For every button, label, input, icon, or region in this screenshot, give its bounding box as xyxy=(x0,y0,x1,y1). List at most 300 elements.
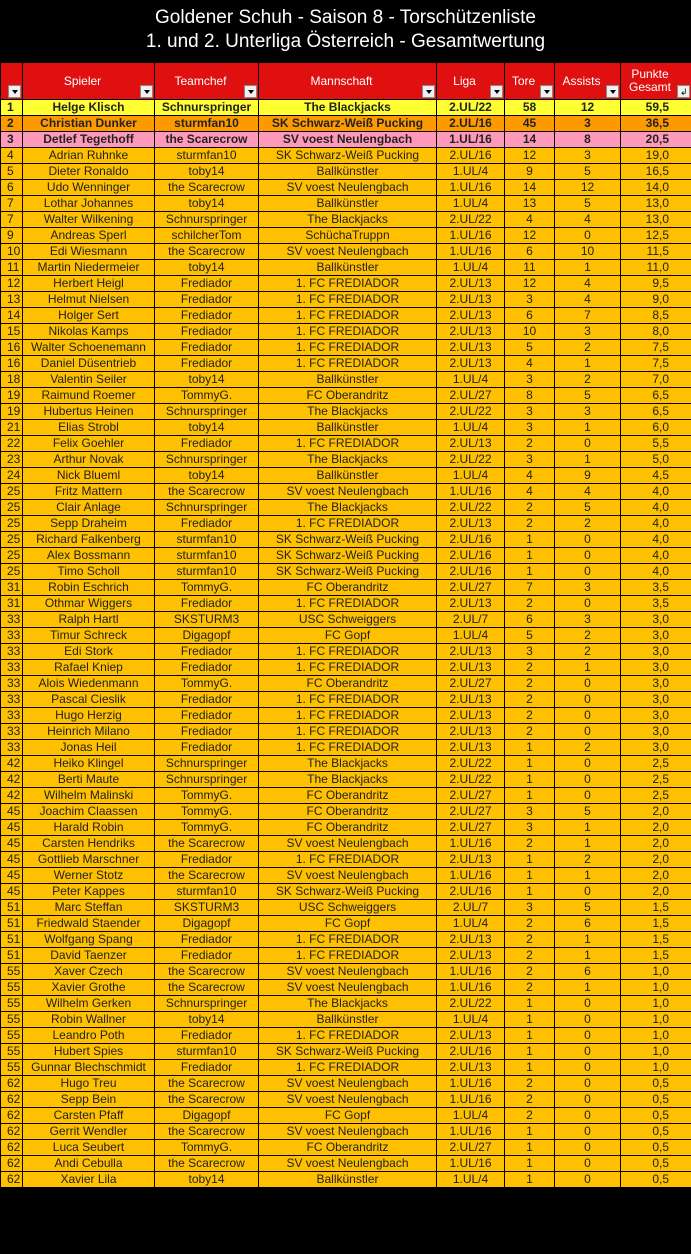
assists-cell: 5 xyxy=(555,196,621,212)
tore-cell: 2 xyxy=(505,964,555,980)
team-cell: FC Gopf xyxy=(259,628,437,644)
rank-cell: 14 xyxy=(1,308,23,324)
team-cell: SK Schwarz-Weiß Pucking xyxy=(259,116,437,132)
punkte-cell: 7,5 xyxy=(621,356,691,372)
punkte-cell: 59,5 xyxy=(621,100,691,116)
rank-cell: 25 xyxy=(1,548,23,564)
table-row xyxy=(1,324,691,340)
table-row xyxy=(1,884,691,900)
team-cell: SK Schwarz-Weiß Pucking xyxy=(259,148,437,164)
liga-cell: 2.UL/22 xyxy=(437,212,505,228)
rank-cell: 4 xyxy=(1,148,23,164)
table-row xyxy=(1,788,691,804)
team-cell: Ballkünstler xyxy=(259,1172,437,1188)
team-cell: 1. FC FREDIADOR xyxy=(259,852,437,868)
liga-cell: 1.UL/16 xyxy=(437,244,505,260)
header-spieler[interactable]: Spieler xyxy=(23,63,155,100)
title-line-1: Goldener Schuh - Saison 8 - Torschützenliste xyxy=(155,7,536,28)
assists-cell: 1 xyxy=(555,980,621,996)
rank-cell: 62 xyxy=(1,1140,23,1156)
team-cell: Ballkünstler xyxy=(259,468,437,484)
table-row xyxy=(1,276,691,292)
table-row xyxy=(1,596,691,612)
title-line-2: 1. und 2. Unterliga Österreich - Gesamtwertung xyxy=(145,31,546,52)
assists-cell: 0 xyxy=(555,1044,621,1060)
tore-cell: 6 xyxy=(505,612,555,628)
liga-cell: 2.UL/13 xyxy=(437,324,505,340)
liga-cell: 1.UL/16 xyxy=(437,868,505,884)
punkte-cell: 0,5 xyxy=(621,1124,691,1140)
assists-cell: 0 xyxy=(555,724,621,740)
teamchef-cell: Schnurspringer xyxy=(155,996,259,1012)
liga-cell: 2.UL/22 xyxy=(437,996,505,1012)
player-cell: Hugo Treu xyxy=(23,1076,155,1092)
liga-cell: 1.UL/4 xyxy=(437,1172,505,1188)
player-cell: Gerrit Wendler xyxy=(23,1124,155,1140)
punkte-cell: 6,5 xyxy=(621,404,691,420)
tore-cell: 2 xyxy=(505,708,555,724)
liga-cell: 2.UL/13 xyxy=(437,644,505,660)
assists-cell: 0 xyxy=(555,1060,621,1076)
assists-cell: 0 xyxy=(555,1140,621,1156)
assists-cell: 1 xyxy=(555,452,621,468)
punkte-cell: 1,5 xyxy=(621,916,691,932)
punkte-cell: 2,0 xyxy=(621,852,691,868)
teamchef-cell: Digagopf xyxy=(155,916,259,932)
rank-cell: 7 xyxy=(1,196,23,212)
rank-cell: 62 xyxy=(1,1156,23,1172)
player-cell: Carsten Pfaff xyxy=(23,1108,155,1124)
player-cell: Jonas Heil xyxy=(23,740,155,756)
player-cell: Sepp Bein xyxy=(23,1092,155,1108)
teamchef-cell: Frediador xyxy=(155,708,259,724)
liga-cell: 2.UL/13 xyxy=(437,356,505,372)
teamchef-cell: sturmfan10 xyxy=(155,564,259,580)
teamchef-cell: the Scarecrow xyxy=(155,1124,259,1140)
table-row xyxy=(1,292,691,308)
assists-cell: 0 xyxy=(555,996,621,1012)
player-cell: Xavier Grothe xyxy=(23,980,155,996)
team-cell: USC Schweiggers xyxy=(259,900,437,916)
table-row xyxy=(1,1092,691,1108)
team-cell: 1. FC FREDIADOR xyxy=(259,308,437,324)
teamchef-cell: Frediador xyxy=(155,1028,259,1044)
rank-cell: 62 xyxy=(1,1108,23,1124)
assists-cell: 1 xyxy=(555,660,621,676)
teamchef-cell: the Scarecrow xyxy=(155,132,259,148)
teamchef-cell: Frediador xyxy=(155,740,259,756)
player-cell: Helge Klisch xyxy=(23,100,155,116)
teamchef-cell: Frediador xyxy=(155,852,259,868)
player-cell: Othmar Wiggers xyxy=(23,596,155,612)
table-row xyxy=(1,484,691,500)
rank-cell: 62 xyxy=(1,1076,23,1092)
teamchef-cell: Frediador xyxy=(155,724,259,740)
punkte-cell: 2,0 xyxy=(621,884,691,900)
rank-cell: 62 xyxy=(1,1092,23,1108)
liga-cell: 1.UL/4 xyxy=(437,1012,505,1028)
table-row xyxy=(1,756,691,772)
liga-cell: 1.UL/4 xyxy=(437,196,505,212)
punkte-cell: 2,0 xyxy=(621,868,691,884)
assists-cell: 4 xyxy=(555,484,621,500)
tore-cell: 3 xyxy=(505,820,555,836)
rank-cell: 51 xyxy=(1,900,23,916)
teamchef-cell: Frediador xyxy=(155,308,259,324)
teamchef-cell: toby14 xyxy=(155,196,259,212)
teamchef-cell: Frediador xyxy=(155,356,259,372)
punkte-cell: 6,5 xyxy=(621,388,691,404)
table-row xyxy=(1,372,691,388)
punkte-cell: 2,5 xyxy=(621,772,691,788)
assists-cell: 0 xyxy=(555,788,621,804)
player-cell: Edi Wiesmann xyxy=(23,244,155,260)
rank-cell: 45 xyxy=(1,820,23,836)
table-row xyxy=(1,836,691,852)
punkte-cell: 13,0 xyxy=(621,196,691,212)
punkte-cell: 3,0 xyxy=(621,724,691,740)
table-row xyxy=(1,196,691,212)
team-cell: 1. FC FREDIADOR xyxy=(259,596,437,612)
tore-cell: 12 xyxy=(505,148,555,164)
tore-cell: 1 xyxy=(505,852,555,868)
punkte-cell: 2,5 xyxy=(621,756,691,772)
assists-cell: 0 xyxy=(555,532,621,548)
table-row xyxy=(1,820,691,836)
table-body xyxy=(1,100,691,1188)
rank-cell: 42 xyxy=(1,772,23,788)
liga-cell: 2.UL/13 xyxy=(437,660,505,676)
liga-cell: 2.UL/13 xyxy=(437,596,505,612)
tore-cell: 2 xyxy=(505,500,555,516)
punkte-cell: 4,0 xyxy=(621,564,691,580)
tore-cell: 5 xyxy=(505,628,555,644)
assists-cell: 5 xyxy=(555,804,621,820)
rank-cell: 22 xyxy=(1,436,23,452)
assists-cell: 2 xyxy=(555,852,621,868)
player-cell: Daniel Düsentrieb xyxy=(23,356,155,372)
assists-cell: 2 xyxy=(555,516,621,532)
table-row xyxy=(1,1060,691,1076)
rank-cell: 23 xyxy=(1,452,23,468)
player-cell: Joachim Claassen xyxy=(23,804,155,820)
tore-cell: 14 xyxy=(505,180,555,196)
punkte-cell: 9,5 xyxy=(621,276,691,292)
teamchef-cell: Digagopf xyxy=(155,1108,259,1124)
teamchef-cell: sturmfan10 xyxy=(155,148,259,164)
table-row xyxy=(1,708,691,724)
rank-cell: 16 xyxy=(1,340,23,356)
liga-cell: 2.UL/13 xyxy=(437,340,505,356)
header-mannschaft[interactable]: Mannschaft xyxy=(259,63,437,100)
liga-cell: 2.UL/27 xyxy=(437,580,505,596)
rank-cell: 42 xyxy=(1,788,23,804)
punkte-cell: 9,0 xyxy=(621,292,691,308)
player-cell: Ralph Hartl xyxy=(23,612,155,628)
player-cell: Peter Kappes xyxy=(23,884,155,900)
table-row xyxy=(1,1156,691,1172)
rank-cell: 55 xyxy=(1,964,23,980)
table-row xyxy=(1,676,691,692)
table-row xyxy=(1,132,691,148)
header-tore[interactable]: Tore xyxy=(505,63,555,100)
punkte-cell: 0,5 xyxy=(621,1092,691,1108)
rank-cell: 1 xyxy=(1,100,23,116)
punkte-cell: 36,5 xyxy=(621,116,691,132)
sheet-title xyxy=(0,0,691,62)
tore-cell: 45 xyxy=(505,116,555,132)
punkte-cell: 2,0 xyxy=(621,804,691,820)
assists-cell: 1 xyxy=(555,868,621,884)
assists-cell: 0 xyxy=(555,772,621,788)
teamchef-cell: toby14 xyxy=(155,468,259,484)
teamchef-cell: TommyG. xyxy=(155,580,259,596)
player-cell: Alex Bossmann xyxy=(23,548,155,564)
team-cell: 1. FC FREDIADOR xyxy=(259,356,437,372)
team-cell: SV voest Neulengbach xyxy=(259,836,437,852)
header-teamchef[interactable]: Teamchef xyxy=(155,63,259,100)
scorer-table xyxy=(0,62,691,1188)
assists-cell: 1 xyxy=(555,356,621,372)
rank-cell: 51 xyxy=(1,932,23,948)
tore-cell: 2 xyxy=(505,1092,555,1108)
player-cell: Adrian Ruhnke xyxy=(23,148,155,164)
table-row xyxy=(1,612,691,628)
table-row xyxy=(1,404,691,420)
player-cell: Gottlieb Marschner xyxy=(23,852,155,868)
player-cell: Heiko Klingel xyxy=(23,756,155,772)
player-cell: Herbert Heigl xyxy=(23,276,155,292)
assists-cell: 2 xyxy=(555,628,621,644)
teamchef-cell: Schnurspringer xyxy=(155,756,259,772)
tore-cell: 2 xyxy=(505,516,555,532)
assists-cell: 5 xyxy=(555,900,621,916)
filter-dropdown-icon[interactable] xyxy=(244,85,257,98)
punkte-cell: 1,0 xyxy=(621,964,691,980)
liga-cell: 2.UL/16 xyxy=(437,1044,505,1060)
liga-cell: 1.UL/16 xyxy=(437,1092,505,1108)
team-cell: FC Oberandritz xyxy=(259,580,437,596)
rank-cell: 25 xyxy=(1,532,23,548)
rank-cell: 51 xyxy=(1,948,23,964)
tore-cell: 4 xyxy=(505,356,555,372)
filter-dropdown-icon[interactable] xyxy=(422,85,435,98)
teamchef-cell: Frediador xyxy=(155,324,259,340)
rank-cell: 33 xyxy=(1,644,23,660)
team-cell: SV voest Neulengbach xyxy=(259,868,437,884)
team-cell: SK Schwarz-Weiß Pucking xyxy=(259,532,437,548)
punkte-cell: 1,0 xyxy=(621,980,691,996)
rank-cell: 33 xyxy=(1,740,23,756)
team-cell: SV voest Neulengbach xyxy=(259,132,437,148)
team-cell: Ballkünstler xyxy=(259,372,437,388)
tore-cell: 2 xyxy=(505,932,555,948)
header-punkte-gesamt[interactable]: Punkte Gesamt ↲ xyxy=(621,63,691,100)
player-cell: Helmut Nielsen xyxy=(23,292,155,308)
table-row xyxy=(1,340,691,356)
punkte-cell: 12,5 xyxy=(621,228,691,244)
player-cell: Robin Wallner xyxy=(23,1012,155,1028)
table-row xyxy=(1,724,691,740)
player-cell: Hugo Herzig xyxy=(23,708,155,724)
filter-dropdown-icon[interactable] xyxy=(8,85,21,98)
assists-cell: 0 xyxy=(555,1156,621,1172)
player-cell: Dieter Ronaldo xyxy=(23,164,155,180)
tore-cell: 2 xyxy=(505,1108,555,1124)
tore-cell: 1 xyxy=(505,532,555,548)
assists-cell: 0 xyxy=(555,708,621,724)
header-assists[interactable]: Assists xyxy=(555,63,621,100)
player-cell: Fritz Mattern xyxy=(23,484,155,500)
sort-descending-icon[interactable] xyxy=(677,85,690,98)
team-cell: FC Gopf xyxy=(259,916,437,932)
rank-cell: 62 xyxy=(1,1124,23,1140)
assists-cell: 3 xyxy=(555,580,621,596)
table-row xyxy=(1,1108,691,1124)
assists-cell: 2 xyxy=(555,644,621,660)
assists-cell: 4 xyxy=(555,276,621,292)
tore-cell: 6 xyxy=(505,244,555,260)
teamchef-cell: the Scarecrow xyxy=(155,180,259,196)
assists-cell: 3 xyxy=(555,404,621,420)
filter-dropdown-icon[interactable] xyxy=(540,85,553,98)
table-row xyxy=(1,916,691,932)
liga-cell: 2.UL/13 xyxy=(437,932,505,948)
player-cell: Timo Scholl xyxy=(23,564,155,580)
assists-cell: 7 xyxy=(555,308,621,324)
teamchef-cell: Schnurspringer xyxy=(155,772,259,788)
team-cell: FC Oberandritz xyxy=(259,788,437,804)
tore-cell: 1 xyxy=(505,788,555,804)
header-rank[interactable] xyxy=(1,63,23,100)
teamchef-cell: Frediador xyxy=(155,932,259,948)
tore-cell: 2 xyxy=(505,436,555,452)
liga-cell: 2.UL/16 xyxy=(437,148,505,164)
assists-cell: 9 xyxy=(555,468,621,484)
team-cell: Ballkünstler xyxy=(259,260,437,276)
player-cell: Richard Falkenberg xyxy=(23,532,155,548)
assists-cell: 0 xyxy=(555,1124,621,1140)
table-row xyxy=(1,852,691,868)
rank-cell: 2 xyxy=(1,116,23,132)
rank-cell: 33 xyxy=(1,628,23,644)
table-row xyxy=(1,516,691,532)
rank-cell: 5 xyxy=(1,164,23,180)
punkte-cell: 1,5 xyxy=(621,900,691,916)
player-cell: Clair Anlage xyxy=(23,500,155,516)
tore-cell: 3 xyxy=(505,404,555,420)
punkte-cell: 3,0 xyxy=(621,708,691,724)
filter-dropdown-icon[interactable] xyxy=(606,85,619,98)
table-row xyxy=(1,740,691,756)
liga-cell: 2.UL/13 xyxy=(437,516,505,532)
player-cell: Detlef Tegethoff xyxy=(23,132,155,148)
teamchef-cell: the Scarecrow xyxy=(155,1076,259,1092)
teamchef-cell: the Scarecrow xyxy=(155,1156,259,1172)
player-cell: Leandro Poth xyxy=(23,1028,155,1044)
tore-cell: 3 xyxy=(505,372,555,388)
teamchef-cell: TommyG. xyxy=(155,676,259,692)
rank-cell: 55 xyxy=(1,980,23,996)
assists-cell: 2 xyxy=(555,372,621,388)
table-row xyxy=(1,1124,691,1140)
player-cell: Timur Schreck xyxy=(23,628,155,644)
tore-cell: 5 xyxy=(505,340,555,356)
table-row xyxy=(1,932,691,948)
assists-cell: 0 xyxy=(555,676,621,692)
table-row xyxy=(1,1012,691,1028)
player-cell: Rafael Kniep xyxy=(23,660,155,676)
team-cell: 1. FC FREDIADOR xyxy=(259,692,437,708)
assists-cell: 3 xyxy=(555,612,621,628)
filter-dropdown-icon[interactable] xyxy=(140,85,153,98)
table-row xyxy=(1,212,691,228)
rank-cell: 45 xyxy=(1,852,23,868)
rank-cell: 25 xyxy=(1,500,23,516)
player-cell: Berti Maute xyxy=(23,772,155,788)
rank-cell: 55 xyxy=(1,1012,23,1028)
team-cell: The Blackjacks xyxy=(259,756,437,772)
table-row xyxy=(1,244,691,260)
table-row xyxy=(1,356,691,372)
punkte-cell: 3,0 xyxy=(621,628,691,644)
rank-cell: 55 xyxy=(1,1028,23,1044)
liga-cell: 2.UL/22 xyxy=(437,756,505,772)
liga-cell: 2.UL/22 xyxy=(437,452,505,468)
rank-cell: 18 xyxy=(1,372,23,388)
teamchef-cell: SKSTURM3 xyxy=(155,612,259,628)
liga-cell: 2.UL/27 xyxy=(437,820,505,836)
liga-cell: 2.UL/13 xyxy=(437,292,505,308)
rank-cell: 25 xyxy=(1,484,23,500)
table-row xyxy=(1,996,691,1012)
punkte-cell: 4,0 xyxy=(621,484,691,500)
table-row xyxy=(1,900,691,916)
punkte-cell: 8,0 xyxy=(621,324,691,340)
player-cell: Arthur Novak xyxy=(23,452,155,468)
liga-cell: 2.UL/27 xyxy=(437,388,505,404)
team-cell: 1. FC FREDIADOR xyxy=(259,292,437,308)
punkte-cell: 3,5 xyxy=(621,580,691,596)
teamchef-cell: Frediador xyxy=(155,1060,259,1076)
teamchef-cell: sturmfan10 xyxy=(155,532,259,548)
tore-cell: 1 xyxy=(505,996,555,1012)
filter-dropdown-icon[interactable] xyxy=(490,85,503,98)
liga-cell: 2.UL/13 xyxy=(437,1028,505,1044)
tore-cell: 2 xyxy=(505,948,555,964)
player-cell: Martin Niedermeier xyxy=(23,260,155,276)
tore-cell: 1 xyxy=(505,1012,555,1028)
liga-cell: 1.UL/16 xyxy=(437,1124,505,1140)
team-cell: SV voest Neulengbach xyxy=(259,964,437,980)
punkte-cell: 0,5 xyxy=(621,1156,691,1172)
teamchef-cell: Frediador xyxy=(155,644,259,660)
tore-cell: 1 xyxy=(505,884,555,900)
punkte-cell: 4,0 xyxy=(621,516,691,532)
tore-cell: 10 xyxy=(505,324,555,340)
liga-cell: 1.UL/16 xyxy=(437,836,505,852)
assists-cell: 0 xyxy=(555,564,621,580)
tore-cell: 6 xyxy=(505,308,555,324)
table-row xyxy=(1,452,691,468)
teamchef-cell: Frediador xyxy=(155,516,259,532)
teamchef-cell: the Scarecrow xyxy=(155,1092,259,1108)
rank-cell: 19 xyxy=(1,388,23,404)
assists-cell: 0 xyxy=(555,436,621,452)
header-liga[interactable]: Liga xyxy=(437,63,505,100)
team-cell: 1. FC FREDIADOR xyxy=(259,436,437,452)
player-cell: Wilhelm Malinski xyxy=(23,788,155,804)
